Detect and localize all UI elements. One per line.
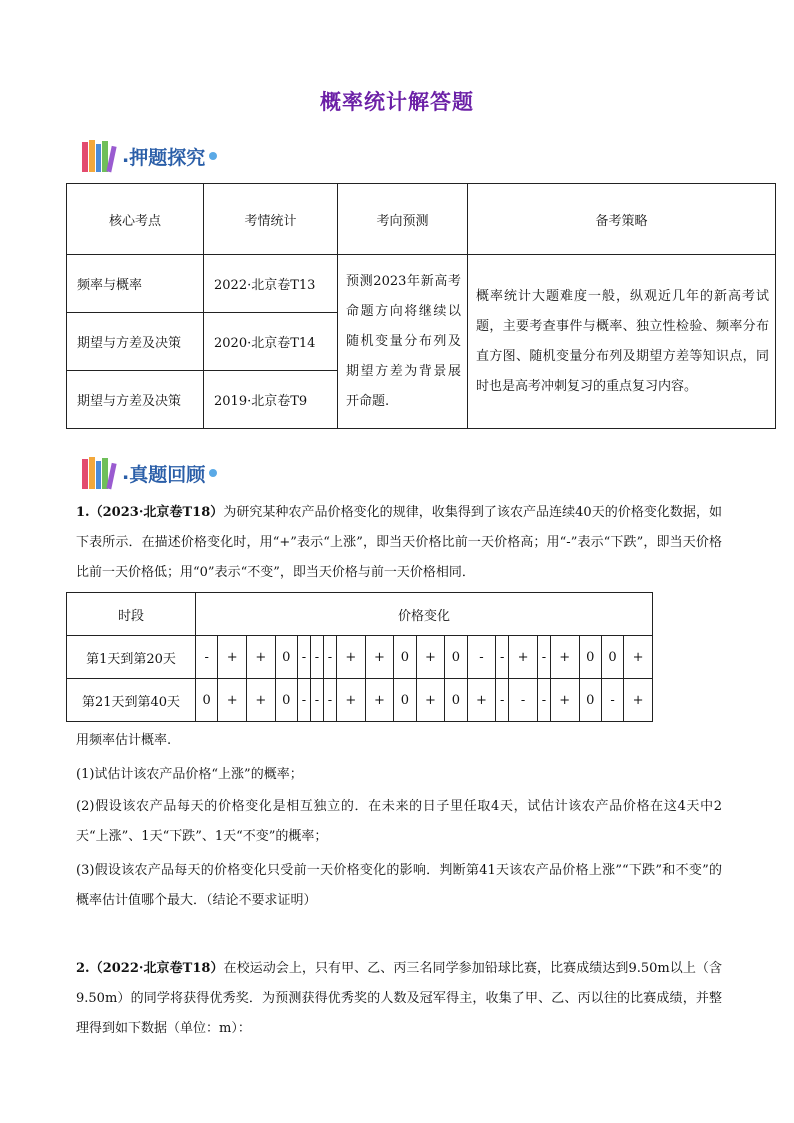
price-change-cell: 0 — [445, 679, 467, 722]
price-change-cell: + — [550, 636, 579, 679]
price-change-cell: - — [323, 679, 336, 722]
exam-analysis-table — [66, 183, 776, 429]
price-change-cell: 0 — [445, 636, 467, 679]
strategy-cell: 概率统计大题难度一般，纵观近几年的新高考试题，主要考查事件与概率、独立性检验、频率分布直方图、随机变量分布列及期望方差等知识点，同时也是高考冲刺复习的重点复习内容。 — [468, 255, 776, 429]
price-change-cell: + — [509, 636, 538, 679]
price-change-cell: + — [336, 636, 365, 679]
table-cell: 频率与概率 — [67, 255, 204, 313]
price-change-cell: + — [218, 679, 247, 722]
price-change-cell: - — [310, 679, 323, 722]
books-icon — [80, 455, 120, 491]
dot-icon — [209, 469, 217, 477]
table-cell: 期望与方差及决策 — [67, 313, 204, 371]
price-change-cell: + — [246, 636, 275, 679]
price-change-cell: + — [365, 636, 394, 679]
books-icon — [80, 138, 120, 174]
price-change-cell: - — [323, 636, 336, 679]
price-change-table — [66, 592, 653, 722]
price-change-cell: + — [550, 679, 579, 722]
price-change-cell: + — [624, 636, 653, 679]
table-header: 备考策略 — [468, 184, 776, 255]
price-change-cell: + — [624, 679, 653, 722]
price-change-cell: - — [196, 636, 218, 679]
price-change-cell: - — [297, 636, 310, 679]
price-change-cell: 0 — [394, 679, 416, 722]
question-2-text: 2.（2022·北京卷T18）在校运动会上，只有甲、乙、丙三名同学参加铅球比赛，比赛成绩达到9.50m以上（含9.50m）的同学将获得优秀奖．为预测获得优秀奖的人数及冠军得主，收集了甲、乙、丙以往的比赛成绩，并整理得到如下数据（单位：m）： — [76, 961, 722, 1036]
price-change-cell: 0 — [579, 636, 601, 679]
table-cell: 2019·北京卷T9 — [204, 371, 338, 429]
table-header: 时段 — [67, 593, 196, 636]
price-change-cell: + — [416, 679, 445, 722]
table-header: 核心考点 — [67, 184, 204, 255]
price-change-cell: + — [336, 679, 365, 722]
question-1-intro: 1.（2023·北京卷T18）为研究某种农产品价格变化的规律，收集得到了该农产品连续40天的价格变化数据，如下表所示．在描述价格变化时，用“+”表示“上涨”，即当天价格比前一天价格高；用“-”表示“下跌”，即当天价格比前一天价格低；用“0”表示“不变”，即当天价格与前一天价格相同． — [76, 505, 722, 580]
price-change-cell: - — [537, 636, 550, 679]
price-change-cell: + — [365, 679, 394, 722]
price-change-cell: 0 — [275, 679, 297, 722]
price-change-cell: + — [246, 679, 275, 722]
table-cell: 2020·北京卷T14 — [204, 313, 338, 371]
price-change-cell: 0 — [196, 679, 218, 722]
price-change-cell: + — [467, 679, 496, 722]
section-header-review — [80, 453, 217, 493]
section-title: . 押题探究 — [122, 143, 217, 170]
price-change-cell: 0 — [394, 636, 416, 679]
price-change-cell: - — [467, 636, 496, 679]
price-change-cell: - — [496, 636, 509, 679]
price-change-cell: - — [297, 679, 310, 722]
table-header: 考情统计 — [204, 184, 338, 255]
price-change-cell: - — [509, 679, 538, 722]
price-change-cell: - — [496, 679, 509, 722]
section-header-predict — [80, 136, 217, 176]
dot-icon — [209, 152, 217, 160]
table-header: 考向预测 — [338, 184, 468, 255]
section-title: . 真题回顾 — [122, 460, 217, 487]
question-1-part-2: (2)假设该农产品每天的价格变化是相互独立的．在未来的日子里任取4天，试估计该农产品价格在这4天中2天“上涨”、1天“下跌”、1天“不变”的概率； — [76, 799, 722, 844]
table-cell: 2022·北京卷T13 — [204, 255, 338, 313]
price-change-cell: 0 — [275, 636, 297, 679]
question-1-note: 用频率估计概率. — [76, 733, 172, 748]
table-row-label: 第21天到第40天 — [67, 679, 196, 722]
prediction-cell: 预测2023年新高考命题方向将继续以随机变量分布列及期望方差为背景展开命题. — [338, 255, 468, 429]
price-change-cell: - — [310, 636, 323, 679]
price-change-cell: 0 — [579, 679, 601, 722]
question-1-part-1: (1)试估计该农产品价格“上涨”的概率； — [76, 767, 303, 782]
price-change-cell: + — [416, 636, 445, 679]
price-change-cell: - — [537, 679, 550, 722]
page-title: 概率统计解答题 — [320, 90, 474, 114]
table-row-label: 第1天到第20天 — [67, 636, 196, 679]
table-cell: 期望与方差及决策 — [67, 371, 204, 429]
price-change-cell: 0 — [601, 636, 623, 679]
price-change-cell: + — [218, 636, 247, 679]
price-change-cell: - — [601, 679, 623, 722]
question-1-part-3: (3)假设该农产品每天的价格变化只受前一天价格变化的影响．判断第41天该农产品价格上涨”“下跌”和不变”的概率估计值哪个最大．（结论不要求证明） — [76, 863, 722, 908]
table-header: 价格变化 — [196, 593, 653, 636]
